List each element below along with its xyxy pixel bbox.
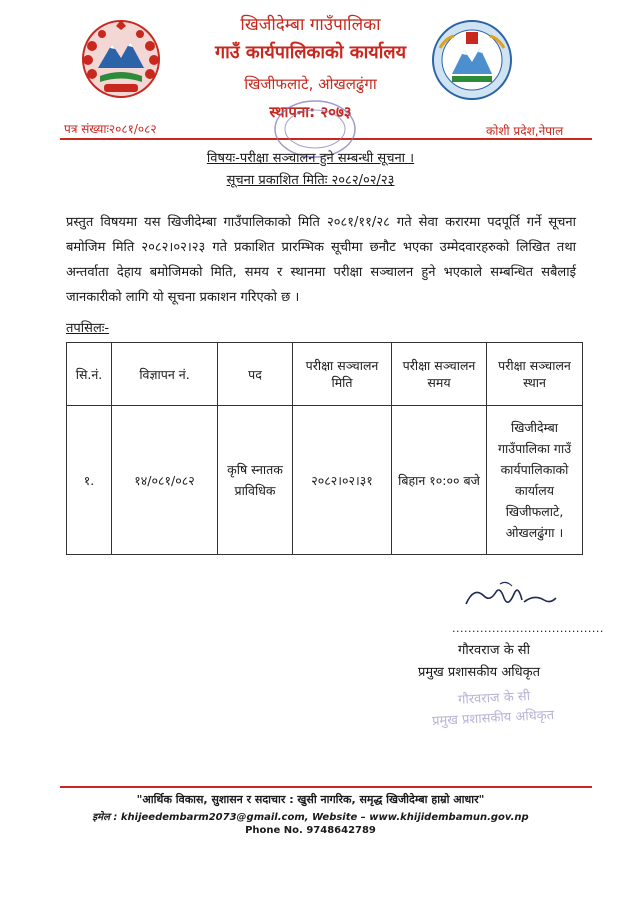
stamp-title: प्रमुख प्रशासकीय अधिकृत	[431, 707, 555, 730]
office-name: गाउँ कार्यपालिकाको कार्यालय	[214, 42, 407, 63]
reference-number: पत्र संख्याः२०८१/०८२	[64, 122, 157, 136]
cell-serial: १.	[67, 406, 112, 555]
footer-phone: Phone No. 9748642789	[245, 825, 376, 836]
col-date-header: परीक्षा सञ्चालन मिति	[293, 343, 392, 406]
subject-line: विषयः-परीक्षा सञ्चालन हुने सम्बन्धी सूचना ।	[206, 151, 415, 166]
publish-date-line: सूचना प्रकाशित मितिः २०८२/०२/२३	[226, 173, 395, 188]
table-header-row	[67, 343, 583, 406]
footer-slogan: "आर्थिक विकास, सुशासन र सदाचार : खुसी नागरिक, समृद्ध खिजीदेम्बा हाम्रो आधार"	[136, 793, 485, 806]
table-row	[67, 406, 583, 555]
footer-contact: इमेल : khijeedembarm2073@gmail.com, Website – www.khijidembamun.gov.np	[92, 812, 529, 823]
col-serial-header: सि.नं.	[67, 343, 112, 406]
col-time-header: परीक्षा सञ्चालन समय	[392, 343, 487, 406]
cell-exam-time: बिहान १०:०० बजे	[392, 406, 487, 555]
col-post-header: पद	[218, 343, 293, 406]
established-year: स्थापना: २०७३	[269, 103, 352, 121]
stamp-name: गौरवराज के सी	[457, 689, 531, 708]
col-advert-header: विज्ञापन नं.	[112, 343, 218, 406]
exam-schedule-table	[66, 342, 583, 555]
handwritten-signature	[460, 578, 560, 616]
cell-exam-date: २०८२।०२।३१	[293, 406, 392, 555]
municipality-name: खिजीदेम्बा गाउँपालिका	[240, 15, 381, 35]
signature-dots: ......................................	[452, 622, 604, 635]
province-label: कोशी प्रदेश,नेपाल	[486, 124, 564, 138]
notice-paragraph: प्रस्तुत विषयमा यस खिजीदेम्बा गाउँपालिकाको मिति २०८१/११/२८ गते सेवा करारमा पदपूर्ति गर्ने सूचना बमोजिम मिति २०८२।०२।२३ गते प्रकाशित प्रारम्भिक सूचीमा छनौट भएका उम्मेदवारहरुको लिखित तथा अन्तर्वाता देहाय बमोजिमको मिति, समय र स्थानमा परीक्षा सञ्चालन हुने भएकाले सम्बन्धित सबैलाई जानकारीको लागि यो सूचना प्रकाशन गरिएको छ ।	[66, 215, 576, 305]
cell-post: कृषि स्नातक प्राविधिक	[218, 406, 293, 555]
col-venue-header: परीक्षा सञ्चालन स्थान	[487, 343, 583, 406]
cell-advert-number: १४/०८१/०८२	[112, 406, 218, 555]
signatory-name: गौरवराज के सी	[458, 643, 530, 658]
office-address: खिजीफलाटे, ओखलढुंगा	[244, 75, 377, 93]
footer-divider	[60, 786, 592, 788]
signatory-title: प्रमुख प्रशासकीय अधिकृत	[418, 665, 541, 680]
cell-exam-venue: खिजीदेम्बा गाउँपालिका गाउँ कार्यपालिकाको कार्यालय खिजीफलाटे, ओखलढुंगा ।	[487, 406, 583, 555]
details-label: तपसिलः-	[66, 321, 110, 336]
